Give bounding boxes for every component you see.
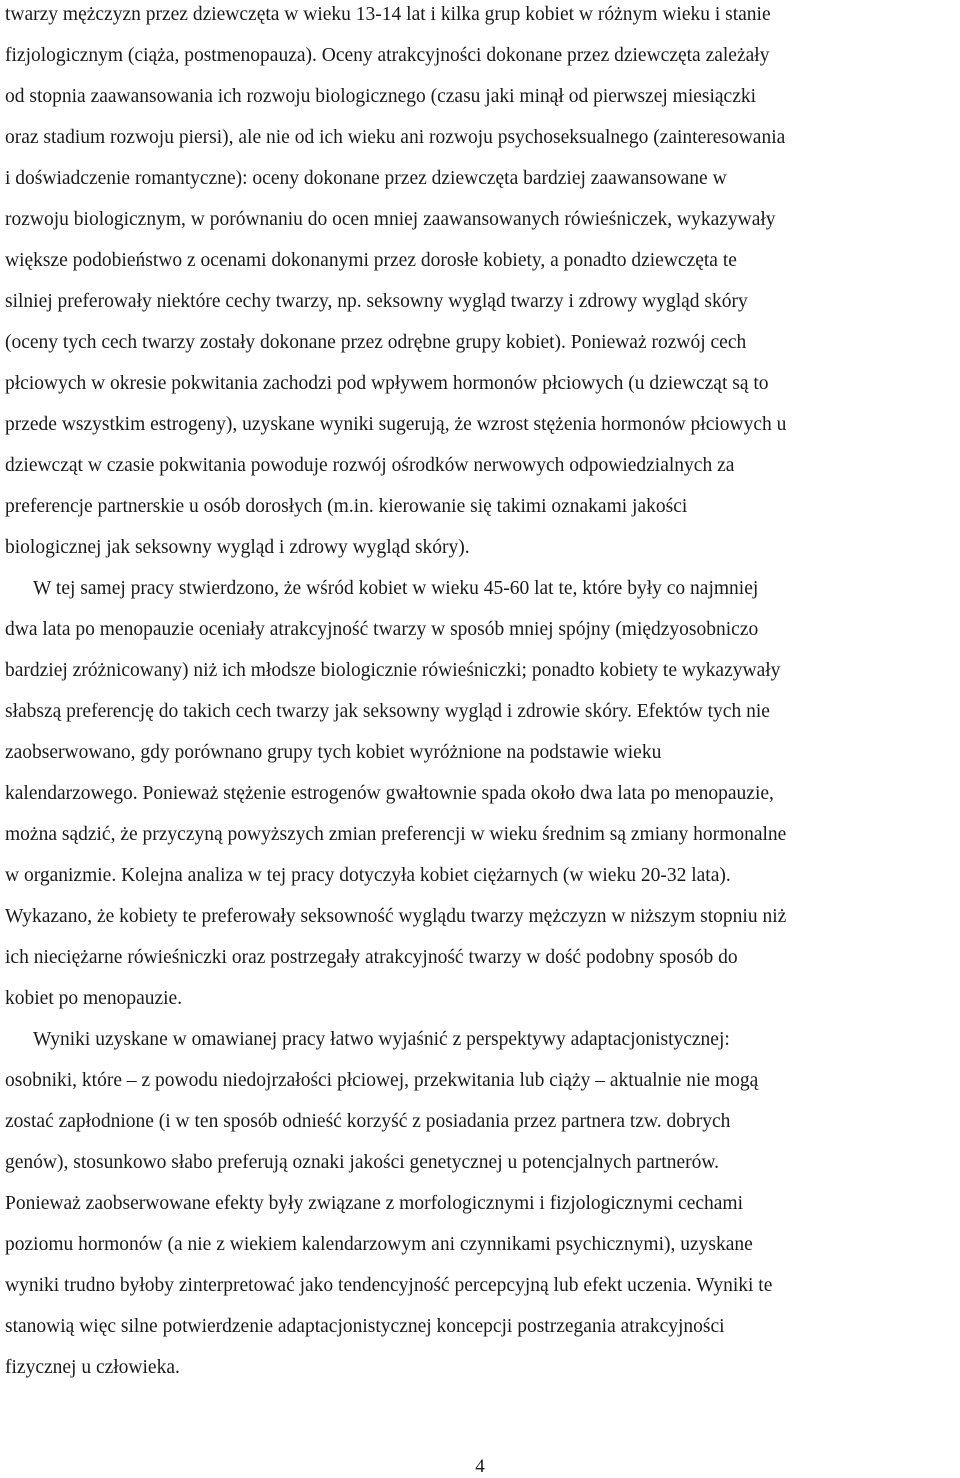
text-line: stanowią więc silne potwierdzenie adaptacjonistycznej koncepcji postrzegania atrakcyjności xyxy=(5,1316,725,1337)
text-line: silniej preferowały niektóre cechy twarzy, np. seksowny wygląd twarzy i zdrowy wygląd skóry xyxy=(5,291,748,312)
text-line: rozwoju biologicznym, w porównaniu do ocen mniej zaawansowanych rówieśniczek, wykazywały xyxy=(5,209,776,230)
paragraph-1 xyxy=(5,0,957,568)
text-line: większe podobieństwo z ocenami dokonanymi przez dorosłe kobiety, a ponadto dziewczęta te xyxy=(5,250,737,271)
paragraph-2 xyxy=(5,568,957,1019)
text-line: kobiet po menopauzie. xyxy=(5,988,183,1009)
text-line: można sądzić, że przyczyną powyższych zmian preferencji w wieku średnim są zmiany hormonalne xyxy=(5,824,787,845)
text-line: preferencje partnerskie u osób dorosłych (m.in. kierowanie się takimi oznakami jakości xyxy=(5,496,688,517)
text-line: ich nieciężarne rówieśniczki oraz postrzegały atrakcyjność twarzy w dość podobny sposób do xyxy=(5,947,738,968)
text-line: zaobserwowano, gdy porównano grupy tych kobiet wyróżnione na podstawie wieku xyxy=(5,742,662,763)
text-line-indented: W tej samej pracy stwierdzono, że wśród kobiet w wieku 45-60 lat te, które były co najmniej xyxy=(33,578,759,599)
text-line: fizycznej u człowieka. xyxy=(5,1357,180,1378)
text-line: Wykazano, że kobiety te preferowały seksowność wyglądu twarzy mężczyzn w niższym stopniu niż xyxy=(5,906,787,927)
text-line: od stopnia zaawansowania ich rozwoju biologicznego (czasu jaki minął od pierwszej miesiączki xyxy=(5,86,757,107)
text-line: (oceny tych cech twarzy zostały dokonane przez odrębne grupy kobiet). Ponieważ rozwój cech xyxy=(5,332,747,353)
text-line: genów), stosunkowo słabo preferują oznaki jakości genetycznej u potencjalnych partnerów. xyxy=(5,1152,720,1173)
text-line-indented: Wyniki uzyskane w omawianej pracy łatwo wyjaśnić z perspektywy adaptacjonistycznej: xyxy=(33,1029,730,1050)
text-line: kalendarzowego. Ponieważ stężenie estrogenów gwałtownie spada około dwa lata po menopauzie, xyxy=(5,783,774,804)
text-line: w organizmie. Kolejna analiza w tej pracy dotyczyła kobiet ciężarnych (w wieku 20-32 lata). xyxy=(5,865,731,886)
page-number: 4 xyxy=(475,1456,485,1477)
text-line: bardziej zróżnicowany) niż ich młodsze biologicznie rówieśniczki; ponadto kobiety te wykazywały xyxy=(5,660,781,681)
text-line: oraz stadium rozwoju piersi), ale nie od ich wieku ani rozwoju psychoseksualnego (zainteresowania xyxy=(5,127,786,148)
text-line: dwa lata po menopauzie oceniały atrakcyjność twarzy w sposób mniej spójny (międzyosobniczo xyxy=(5,619,759,640)
body-text xyxy=(5,0,957,1388)
text-line: słabszą preferencję do takich cech twarzy jak seksowny wygląd i zdrowie skóry. Efektów tych nie xyxy=(5,701,770,722)
text-line: osobniki, które – z powodu niedojrzałości płciowej, przekwitania lub ciąży – aktualnie nie mogą xyxy=(5,1070,759,1091)
text-line: fizjologicznym (ciąża, postmenopauza). Oceny atrakcyjności dokonane przez dziewczęta zależały xyxy=(5,45,770,66)
text-line: wyniki trudno byłoby zinterpretować jako tendencyjność percepcyjną lub efekt uczenia. Wyniki te xyxy=(5,1275,773,1296)
text-line: dziewcząt w czasie pokwitania powoduje rozwój ośrodków nerwowych odpowiedzialnych za xyxy=(5,455,735,476)
text-line: i doświadczenie romantyczne): oceny dokonane przez dziewczęta bardziej zaawansowane w xyxy=(5,168,727,189)
paragraph-3 xyxy=(5,1019,957,1388)
text-line: płciowych w okresie pokwitania zachodzi pod wpływem hormonów płciowych (u dziewcząt są to xyxy=(5,373,769,394)
text-line: Ponieważ zaobserwowane efekty były związane z morfologicznymi i fizjologicznymi cechami xyxy=(5,1193,744,1214)
text-line: przede wszystkim estrogeny), uzyskane wyniki sugerują, że wzrost stężenia hormonów płciowych u xyxy=(5,414,787,435)
text-line: twarzy mężczyzn przez dziewczęta w wieku 13-14 lat i kilka grup kobiet w różnym wieku i stanie xyxy=(5,4,771,25)
text-line: biologicznej jak seksowny wygląd i zdrowy wygląd skóry). xyxy=(5,537,470,558)
text-line: zostać zapłodnione (i w ten sposób odnieść korzyść z posiadania przez partnera tzw. dobrych xyxy=(5,1111,731,1132)
text-line: poziomu hormonów (a nie z wiekiem kalendarzowym ani czynnikami psychicznymi), uzyskane xyxy=(5,1234,753,1255)
